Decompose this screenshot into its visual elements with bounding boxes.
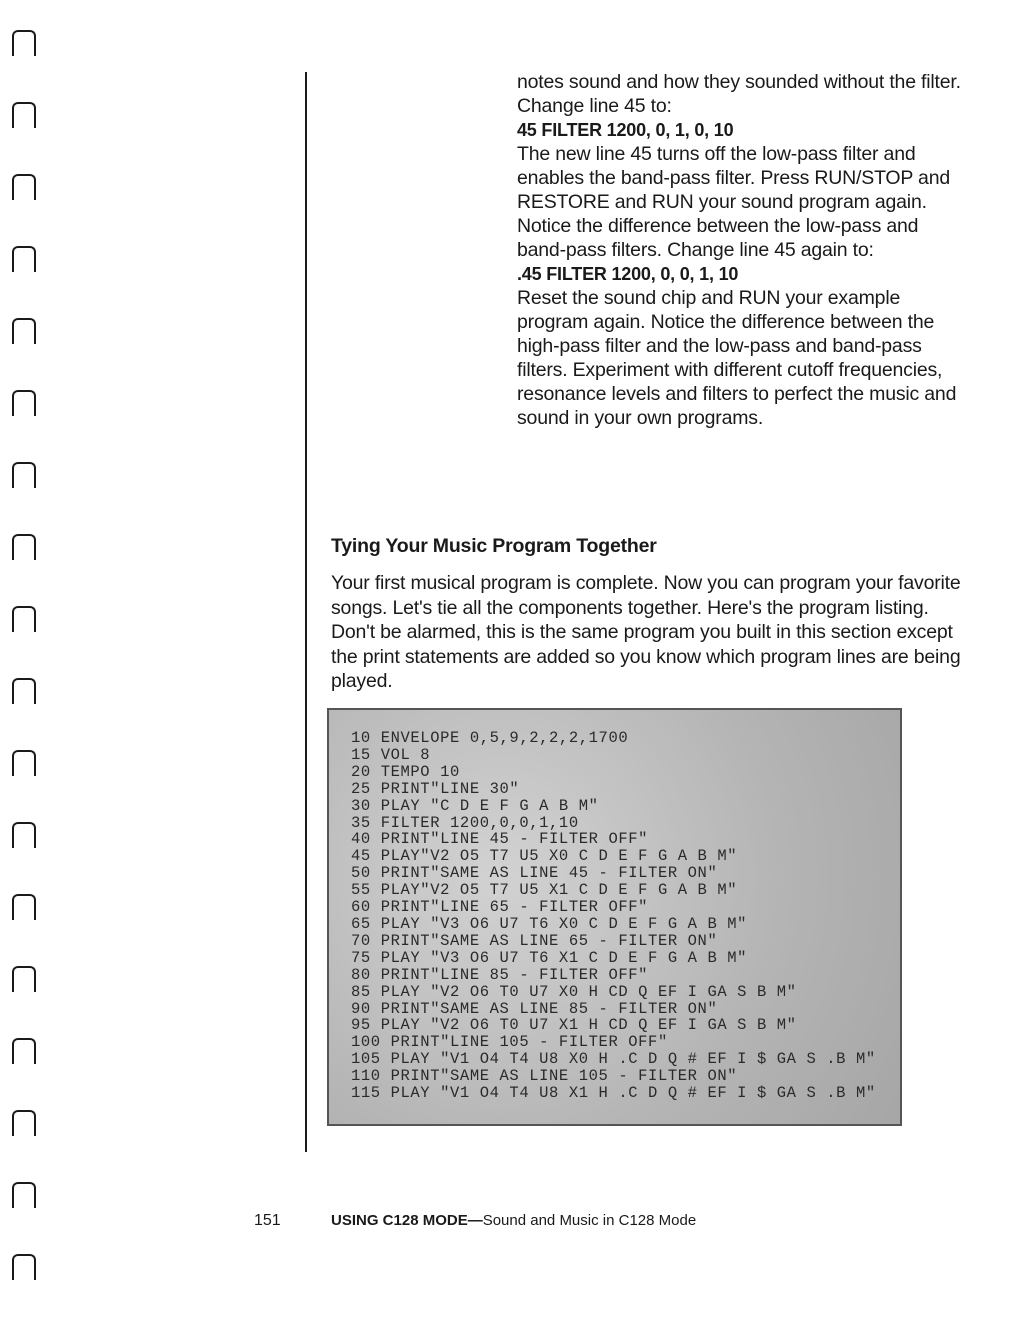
binder-hole xyxy=(12,462,36,488)
binder-hole xyxy=(12,606,36,632)
program-listing xyxy=(351,730,876,1102)
listing-line: 15 VOL 8 xyxy=(351,745,431,764)
listing-line: 85 PLAY "V2 O6 T0 U7 X0 H CD Q EF I GA S B M" xyxy=(351,982,797,1001)
binder-hole xyxy=(12,966,36,992)
binder-holes xyxy=(8,0,48,1322)
continuation-paragraph: notes sound and how they sounded without the filter. Change line 45 to: xyxy=(517,71,961,117)
binder-hole xyxy=(12,678,36,704)
listing-line: 40 PRINT"LINE 45 - FILTER OFF" xyxy=(351,830,649,849)
binder-hole xyxy=(12,1110,36,1136)
binder-hole xyxy=(12,1254,36,1280)
binder-hole xyxy=(12,246,36,272)
listing-line: 30 PLAY "C D E F G A B M" xyxy=(351,796,599,815)
listing-line: 70 PRINT"SAME AS LINE 65 - FILTER ON" xyxy=(351,931,718,950)
binder-hole xyxy=(12,174,36,200)
page-number: 151 xyxy=(254,1212,281,1229)
footer-chapter: Sound and Music in C128 Mode xyxy=(482,1212,697,1229)
binder-hole xyxy=(12,894,36,920)
listing-line: 65 PLAY "V3 O6 U7 T6 X0 C D E F G A B M" xyxy=(351,914,748,933)
listing-line: 60 PRINT"LINE 65 - FILTER OFF" xyxy=(351,898,649,917)
binder-hole xyxy=(12,390,36,416)
binder-hole xyxy=(12,534,36,560)
binder-hole xyxy=(12,1182,36,1208)
listing-line: 45 PLAY"V2 O5 T7 U5 X0 C D E F G A B M" xyxy=(351,847,738,866)
listing-line: 100 PRINT"LINE 105 - FILTER OFF" xyxy=(351,1033,668,1052)
binder-hole xyxy=(12,750,36,776)
code-example-1: 45 FILTER 1200, 0, 1, 0, 10 xyxy=(517,120,734,140)
listing-line: 95 PLAY "V2 O6 T0 U7 X1 H CD Q EF I GA S B M" xyxy=(351,1016,797,1035)
high-pass-paragraph: Reset the sound chip and RUN your example program again. Notice the difference between the high-pass filter and the low-pass and band-pass filters. Experiment with different cutoff frequencies, resonance levels and filters to perfect the music and sound in your own programs. xyxy=(517,287,957,429)
binder-hole xyxy=(12,1038,36,1064)
binder-hole xyxy=(12,30,36,56)
listing-line: 90 PRINT"SAME AS LINE 85 - FILTER ON" xyxy=(351,999,718,1018)
listing-line: 50 PRINT"SAME AS LINE 45 - FILTER ON" xyxy=(351,864,718,883)
band-pass-paragraph: The new line 45 turns off the low-pass filter and enables the band-pass filter. Press RUN/STOP and RESTORE and RUN your sound program again. Notice the difference between the low-pass and band-pass filters. Change line 45 again to: xyxy=(517,143,950,261)
listing-line: 35 FILTER 1200,0,0,1,10 xyxy=(351,813,579,832)
listing-line: 25 PRINT"LINE 30" xyxy=(351,779,520,798)
listing-line: 55 PLAY"V2 O5 T7 U5 X1 C D E F G A B M" xyxy=(351,881,738,900)
listing-line: 105 PLAY "V1 O4 T4 U8 X0 H .C D Q # EF I $ GA S .B M" xyxy=(351,1050,876,1069)
binder-hole xyxy=(12,318,36,344)
binder-hole xyxy=(12,822,36,848)
section-heading: Tying Your Music Program Together xyxy=(331,535,657,557)
code-example-2: .45 FILTER 1200, 0, 0, 1, 10 xyxy=(517,264,739,284)
program-listing-screenshot xyxy=(327,708,902,1126)
right-column xyxy=(517,70,972,430)
listing-line: 20 TEMPO 10 xyxy=(351,762,460,781)
listing-line: 10 ENVELOPE 0,5,9,2,2,2,1700 xyxy=(351,729,629,747)
listing-line: 115 PLAY "V1 O4 T4 U8 X1 H .C D Q # EF I $ GA S .B M" xyxy=(351,1084,876,1103)
footer-section: USING C128 MODE— xyxy=(331,1212,483,1229)
listing-line: 75 PLAY "V3 O6 U7 T6 X1 C D E F G A B M" xyxy=(351,948,748,967)
listing-line: 80 PRINT"LINE 85 - FILTER OFF" xyxy=(351,965,649,984)
listing-line: 110 PRINT"SAME AS LINE 105 - FILTER ON" xyxy=(351,1067,738,1086)
column-rule xyxy=(305,72,307,1152)
intro-paragraph: Your first musical program is complete. Now you can program your favorite songs. Let's tie all the components together. Here's the program listing. Don't be alarmed, this is the same program you built in this section except the print statements are added so you know which program lines are being played. xyxy=(331,572,961,692)
running-footer xyxy=(331,1212,696,1229)
binder-hole xyxy=(12,102,36,128)
